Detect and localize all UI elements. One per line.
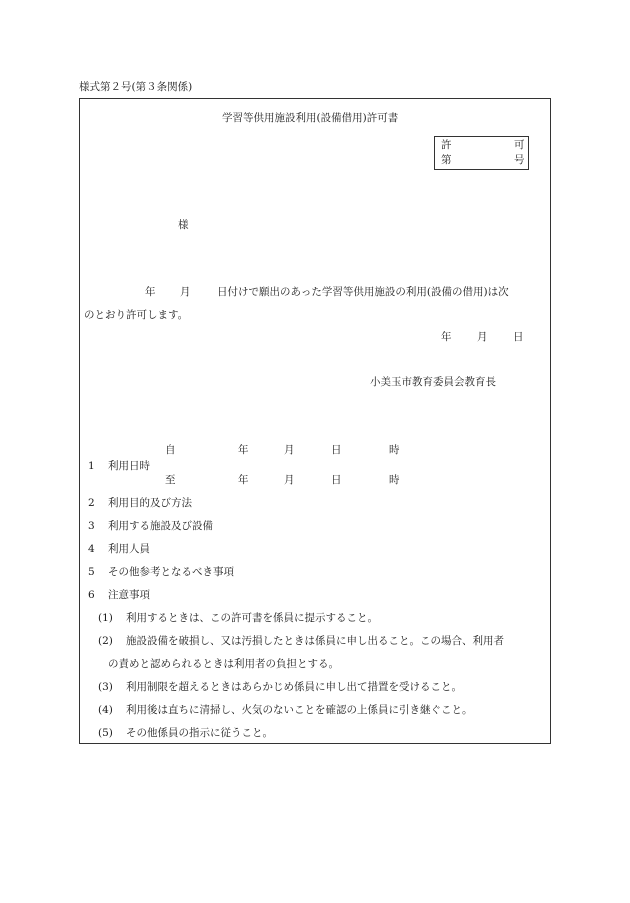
note-3-number: (3) [98, 681, 113, 693]
item-5-label: その他参考となるべき事項 [108, 566, 234, 578]
item-6-label: 注意事項 [108, 589, 150, 601]
to-label: 至 [165, 474, 176, 486]
to-hour: 時 [389, 474, 400, 486]
note-3-text: 利用制限を超えるときはあらかじめ係員に申し出て措置を受けること。 [126, 681, 462, 693]
to-month: 月 [284, 474, 295, 486]
item-4-label: 利用人員 [108, 543, 150, 555]
body-line-1: 日付けで願出のあった学習等供用施設の利用(設備の借用)は次 [217, 286, 509, 298]
note-2-text-line-2: の責めと認められるときは利用者の負担とする。 [108, 658, 339, 670]
item-2-label: 利用目的及び方法 [108, 497, 192, 509]
to-day: 日 [331, 474, 342, 486]
issue-year: 年 [441, 331, 452, 343]
body-line-2: のとおり許可します。 [84, 309, 189, 321]
item-1-label: 利用日時 [108, 460, 150, 472]
permit-number-prefix: 第 [441, 154, 452, 166]
note-1-text: 利用するときは、この許可書を係員に提示すること。 [126, 612, 378, 624]
issue-day: 日 [513, 331, 524, 343]
item-5-number: 5 [88, 566, 95, 578]
item-3-label: 利用する施設及び設備 [108, 520, 213, 532]
issuer: 小美玉市教育委員会教育長 [370, 376, 496, 388]
item-6-number: 6 [88, 589, 95, 601]
from-year: 年 [238, 444, 249, 456]
document-title: 学習等供用施設利用(設備借用)許可書 [222, 112, 399, 124]
from-day: 日 [331, 444, 342, 456]
permit-label-right: 可 [514, 139, 525, 151]
note-2-text-line-1: 施設設備を破損し、又は汚損したときは係員に申し出ること。この場合、利用者 [126, 635, 504, 647]
note-4-number: (4) [98, 704, 113, 716]
note-4-text: 利用後は直ちに清掃し、火気のないことを確認の上係員に引き継ぐこと。 [126, 704, 473, 716]
item-2-number: 2 [88, 497, 95, 509]
body-year: 年 [145, 286, 156, 298]
body-month: 月 [180, 286, 191, 298]
item-3-number: 3 [88, 520, 95, 532]
note-5-number: (5) [98, 727, 113, 739]
issue-month: 月 [477, 331, 488, 343]
addressee-suffix: 様 [178, 219, 189, 231]
item-1-number: 1 [88, 460, 95, 472]
note-2-number: (2) [98, 635, 113, 647]
permit-label-left: 許 [441, 139, 452, 151]
note-1-number: (1) [98, 612, 113, 624]
form-frame [79, 98, 551, 744]
item-4-number: 4 [88, 543, 95, 555]
from-label: 自 [165, 444, 176, 456]
permit-number-suffix: 号 [514, 154, 525, 166]
from-hour: 時 [389, 444, 400, 456]
to-year: 年 [238, 474, 249, 486]
form-label: 様式第２号(第３条関係) [79, 81, 193, 93]
from-month: 月 [284, 444, 295, 456]
note-5-text: その他係員の指示に従うこと。 [126, 727, 273, 739]
